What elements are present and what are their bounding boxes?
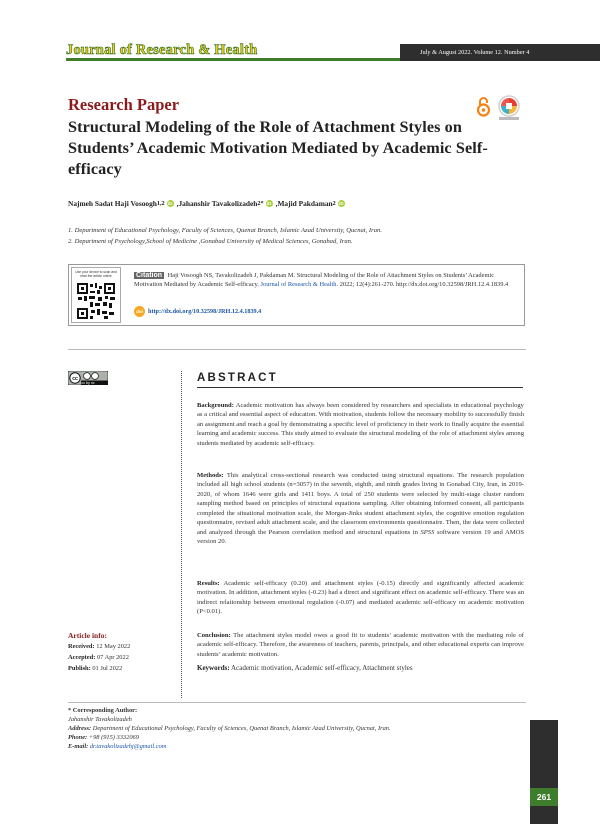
accepted-value: 07 Apr 2022: [96, 654, 129, 661]
corresponding-title-text: * Corresponding Author:: [68, 707, 138, 714]
article-info-title: Article info:: [68, 631, 107, 640]
section-divider: [68, 349, 526, 350]
conclusion-text: The attachment styles model owes a good fit to students’ academic motivation with the mediating role of academic self-efficacy. Therefore, the awareness of teachers, parents, principals, and other educational experts can improve students’ academic motivation.: [197, 632, 524, 658]
abstract-conclusion: [197, 631, 524, 659]
author-list: [68, 199, 348, 208]
side-band: [530, 720, 558, 824]
accepted-date: [68, 654, 129, 661]
accepted-label: Accepted:: [68, 654, 96, 661]
publish-value: 01 Jul 2022: [92, 665, 123, 672]
corresponding-phone: [68, 733, 139, 742]
author-name: Majid Pakdaman: [277, 199, 333, 208]
abstract-heading: ABSTRACT: [197, 372, 278, 384]
received-date: [68, 643, 130, 650]
methods-software: SPSS: [420, 528, 435, 536]
background-text: Academic motivation has always been considered by researchers and specialists in educational psychology as a critical and essential aspect of education. With motivation, students follow the necessary mobility to successfully finish an assignment and reach a goal by demonstrating a specific level of proficiency in their work to finally acquire the essential learning and academic success. This study aimed to evaluate the structural modeling of the role of attachment styles among students mediated by academic self-efficacy.: [197, 402, 524, 447]
keywords-text: Academic motivation, Academic self-efficacy, Attachment styles: [231, 664, 413, 672]
results-label: Results:: [197, 580, 220, 587]
doi-icon: doi: [134, 306, 145, 317]
author-name: Najmeh Sadat Haji Vosoogh: [68, 199, 157, 208]
author-separator: ,: [176, 199, 179, 208]
orcid-icon[interactable]: iD: [339, 201, 344, 206]
doi-link[interactable]: http://dx.doi.org/10.32598/JRH.12.4.1839.4: [148, 308, 262, 315]
citation-body: Haji Vosoogh NS, Tavakolizadeh J, Pakdaman M. Structural Modeling of the Role of Attachment Styles on Students’ Academic Motivation Mediated by Academic Self-efficacy.: [134, 272, 495, 289]
abstract-keywords: [197, 664, 524, 673]
results-text: Academic self-efficacy (0.20) and attachment styles (-0.15) directly and significantly affected academic motivation. In addition, attachment styles (-0.23) had a direct and significant effect on academic self-efficacy. There was an indirect relationship between emotional regulation (-0.07) and mediated academic self-efficacy on academic motivation (P<0.01).: [197, 580, 524, 616]
corresponding-title: [68, 706, 137, 715]
open-access-icon[interactable]: [476, 96, 491, 117]
affiliation: 2. Department of Psychology,School of Medicine ,Gonabad University of Medical Sciences, Gonabad, Iran.: [68, 238, 353, 245]
orcid-icon[interactable]: iD: [266, 201, 272, 206]
article-title: Structural Modeling of the Role of Attachment Styles on Students’ Academic Motivation Mediated by Academic Self-efficacy: [68, 118, 488, 178]
received-value: 12 May 2022: [96, 643, 131, 650]
background-label: Background:: [197, 402, 234, 409]
qr-code-icon[interactable]: [76, 282, 116, 320]
article-type: Research Paper: [68, 95, 180, 114]
abstract-results: [197, 579, 524, 617]
header-rule: [66, 58, 400, 61]
methods-text-tail: software version 19 and AMOS version 20.: [197, 528, 524, 546]
phone-label: Phone:: [68, 734, 88, 741]
svg-text:cc: cc: [72, 376, 78, 382]
author-separator: ,: [275, 199, 278, 208]
cc-license-text: cc by nc: [81, 381, 95, 385]
received-label: Received:: [68, 643, 95, 650]
footer-rule: [68, 702, 526, 703]
email-label: E-mail:: [68, 743, 89, 750]
crossmark-icon[interactable]: [497, 95, 521, 122]
orcid-icon[interactable]: iD: [167, 201, 173, 206]
journal-name: Journal of Research & Health: [66, 42, 258, 58]
author-affiliation-sup: 1,2: [156, 200, 165, 207]
address-value: Department of Educational Psychology, Faculty of Sciences, Quenat Branch, Islamic Azad University, Qucnat, Iran.: [92, 725, 391, 732]
author-affiliation-sup: 2: [332, 200, 336, 207]
corresponding-email: [68, 742, 166, 751]
dotted-divider: [181, 371, 182, 698]
corresponding-address: [68, 724, 391, 733]
citation-journal-link[interactable]: Journal of Research & Health.: [260, 281, 339, 289]
email-link[interactable]: dr.tavakolizadehj@gmail.com: [89, 743, 167, 750]
abstract-rule: [197, 387, 523, 388]
author-affiliation-sup: 2*: [257, 200, 264, 207]
publish-label: Publish:: [68, 665, 91, 672]
citation-label: Citation: [136, 272, 163, 279]
methods-label: Methods:: [197, 472, 224, 479]
doi-row: [134, 306, 261, 317]
phone-value: +98 (915) 3332069: [88, 734, 139, 741]
abstract-background: [197, 401, 524, 448]
citation-tail: 2022; 12(4):261-270. http://dx.doi.org/10.32598/JRH.12.4.1839.4: [339, 281, 509, 289]
author-name: Jahanshir Tavakolizadeh: [178, 199, 258, 208]
cc-license-badge[interactable]: [68, 371, 108, 385]
page-number: 261: [530, 788, 558, 806]
keywords-label: Keywords:: [197, 664, 230, 672]
corresponding-name-text: Jahanshir Tavakolizadeh: [68, 716, 132, 723]
methods-text: This analytical cross-sectional research was conducted using structural equations. The research population included all high school students (n=3057) in the seventh, eighth, and ninth grades living in Gonabad City, Iran, in 2019-2020, of whom 1646 were girls and 1411 boys. A total of 250 students were selected by multi-stage cluster random sampling method based on principles of structural equations sampling. After obtaining informed consent, all participants completed the situational motivation scale, the Morgan-Jinks student attachment styles, the cognitive emotion regulation questionnaire, revised adult attachment scale, and the classroom environments questionnaire. Then, the data were collected and analyzed through the Pearson correlation method and structural equations in: [197, 472, 524, 536]
issue-info: July & August 2022. Volume 12. Number 4: [420, 49, 530, 56]
conclusion-label: Conclusion:: [197, 632, 231, 639]
affiliation: 1. Department of Educational Psychology, Faculty of Sciences, Quenat Branch, Islamic Azad University, Qucnat, Iran.: [68, 227, 382, 234]
issue-info-band: [400, 44, 600, 61]
citation-text: [134, 271, 519, 289]
qr-label: Use your device to scan and read the article online: [75, 270, 117, 278]
address-label: Address:: [68, 725, 92, 732]
publish-date: [68, 665, 122, 672]
abstract-methods: [197, 471, 524, 547]
corresponding-name: [68, 715, 132, 724]
